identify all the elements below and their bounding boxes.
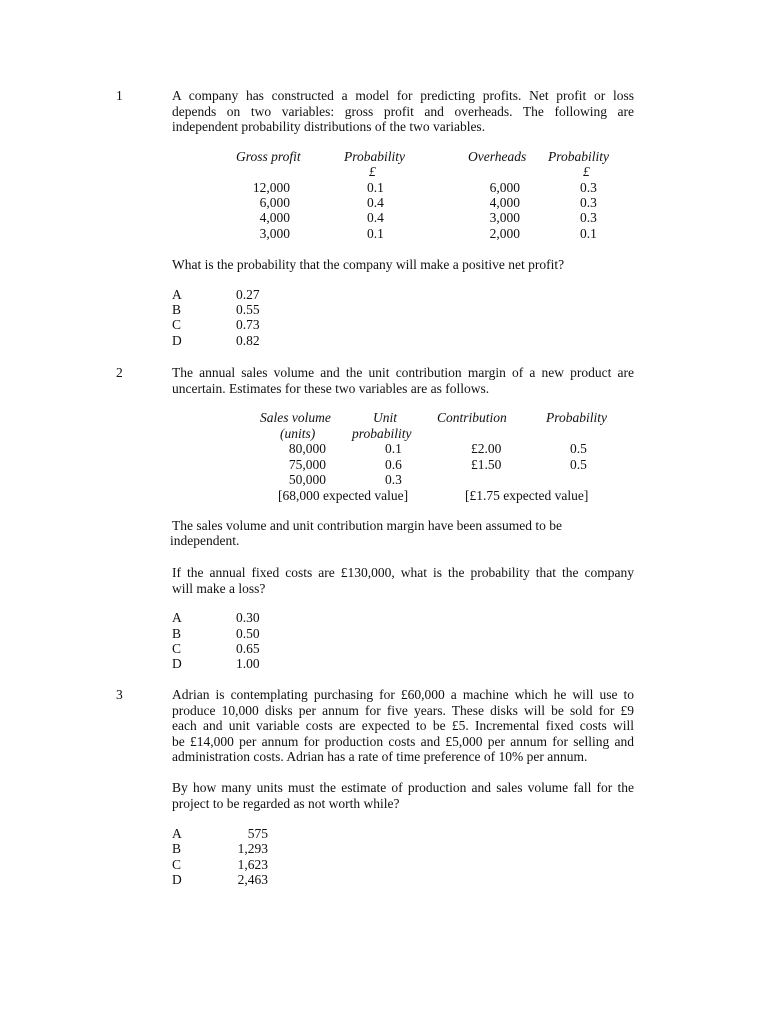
option-letter: C (172, 857, 182, 872)
option-value: 575 (247, 826, 268, 841)
table-cell: 3,000 (259, 226, 290, 241)
table-cell: 0.3 (580, 180, 597, 195)
question-1-line: A company has constructed a model for predicting profits. Net profit or loss (172, 88, 634, 103)
question-1-text (172, 88, 634, 135)
question-2-text (172, 365, 634, 396)
option-letter: A (172, 610, 182, 625)
question-3-line: produce 10,000 disks per annum for five years. These disks will be sold for £9 (172, 702, 634, 718)
table-cell: 50,000 (288, 472, 326, 487)
option-value: 2,463 (237, 872, 268, 887)
question-2-prompt (172, 565, 634, 596)
table-header: Sales volume (260, 410, 331, 425)
option-letter: D (172, 333, 182, 348)
question-3-prompt-line: project to be regarded as not worth while? (172, 795, 400, 811)
table-cell: 0.1 (367, 180, 384, 195)
option-value: 0.82 (236, 333, 260, 348)
currency-label: £ (369, 164, 376, 179)
option-letter: B (172, 302, 182, 317)
table-header: Probability (546, 410, 607, 425)
table-cell: 0.1 (580, 226, 597, 241)
option-letter: D (172, 656, 182, 671)
question-2-line: uncertain. Estimates for these two variables are as follows. (172, 380, 490, 396)
question-1-line: depends on two variables: gross profit and overheads. The following are (172, 103, 634, 119)
table-cell: £2.00 (471, 441, 502, 456)
table-header: Gross profit (236, 149, 301, 164)
table-cell: 0.4 (367, 210, 384, 225)
table-cell: 0.3 (580, 210, 597, 225)
option-letter: C (172, 317, 182, 332)
table-cell: 4,000 (259, 210, 290, 225)
question-2-prompt-line: will make a loss? (172, 580, 266, 596)
question-1-line: independent probability distributions of the two variables. (172, 119, 486, 134)
question-2-prompt-line: If the annual fixed costs are £130,000, what is the probability that the company (172, 565, 634, 580)
question-3-line: each and unit variable costs are expected to be £5. Incremental fixed costs will (172, 718, 634, 733)
table-cell: 0.5 (570, 457, 587, 472)
option-value: 0.73 (236, 317, 260, 332)
table-cell: 2,000 (489, 226, 520, 241)
table-cell: 0.4 (367, 195, 384, 210)
option-value: 0.50 (236, 626, 260, 641)
question-2-note: The sales volume and unit contribution margin have been assumed to be (172, 518, 563, 533)
question-2-number: 2 (116, 365, 123, 380)
table-cell: 3,000 (489, 210, 520, 225)
question-3-prompt (172, 780, 634, 811)
table-cell: 6,000 (259, 195, 290, 210)
table-cell: 0.3 (580, 195, 597, 210)
table-cell: 0.1 (385, 441, 402, 456)
expected-value-label: [68,000 expected value] (278, 488, 409, 503)
table-cell: £1.50 (471, 457, 502, 472)
table-header: Probability (548, 149, 609, 164)
table-subheader: probability (352, 426, 412, 441)
option-value: 1.00 (236, 656, 260, 671)
table-cell: 0.3 (385, 472, 402, 487)
question-3-prompt-line: By how many units must the estimate of production and sales volume fall for the (172, 780, 634, 795)
table-subheader: (units) (280, 426, 316, 441)
table-cell: 75,000 (288, 457, 326, 472)
table-cell: 12,000 (252, 180, 290, 195)
question-3-text (172, 687, 634, 765)
option-letter: C (172, 641, 182, 656)
table-cell: 0.6 (385, 457, 402, 472)
question-3-line: administration costs. Adrian has a rate of time preference of 10% per annum. (172, 749, 588, 764)
question-2-note: independent. (170, 533, 240, 548)
table-header: Overheads (468, 149, 527, 164)
option-letter: A (172, 287, 182, 302)
table-cell: 0.5 (570, 441, 587, 456)
question-3-line: Adrian is contemplating purchasing for £60,000 a machine which he will use to (172, 687, 634, 702)
option-letter: A (172, 826, 182, 841)
table-cell: 80,000 (288, 441, 326, 456)
option-value: 1,623 (237, 857, 268, 872)
option-value: 1,293 (237, 841, 268, 856)
table-header: Contribution (437, 410, 507, 425)
question-2-line: The annual sales volume and the unit contribution margin of a new product are (172, 365, 634, 380)
option-letter: B (172, 626, 182, 641)
table-cell: 4,000 (489, 195, 520, 210)
option-value: 0.30 (236, 610, 260, 625)
table-cell: 0.1 (367, 226, 384, 241)
question-1-prompt: What is the probability that the company will make a positive net profit? (172, 257, 565, 272)
option-value: 0.55 (236, 302, 260, 317)
table-header: Probability (344, 149, 405, 164)
option-value: 0.65 (236, 641, 260, 656)
table-cell: 6,000 (489, 180, 520, 195)
question-1-number: 1 (116, 88, 123, 103)
option-letter: B (172, 841, 182, 856)
table-header: Unit (373, 410, 398, 425)
expected-value-label: [£1.75 expected value] (465, 488, 589, 503)
question-3-number: 3 (116, 687, 123, 702)
question-3-line: be £14,000 per annum for production costs and £5,000 per annum for selling and (172, 733, 634, 749)
option-value: 0.27 (236, 287, 260, 302)
currency-label: £ (583, 164, 590, 179)
option-letter: D (172, 872, 182, 887)
